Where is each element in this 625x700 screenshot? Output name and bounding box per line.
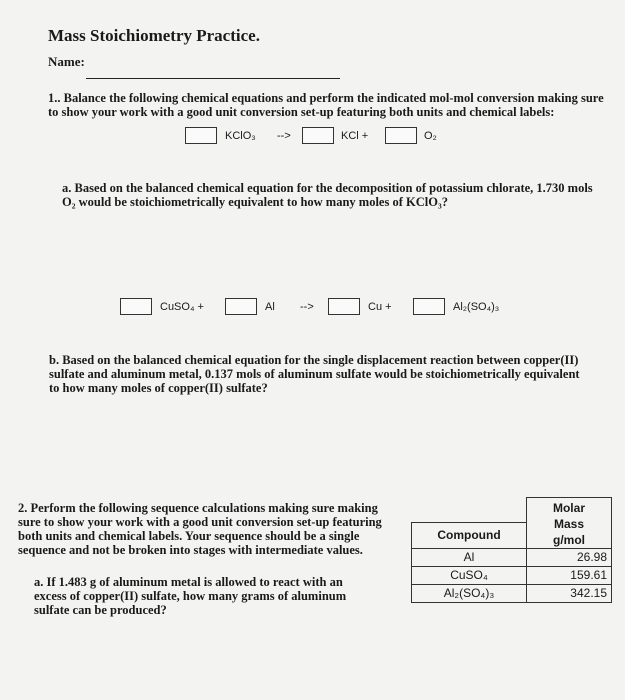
eq2-reactant1: CuSO₄ + <box>160 301 204 313</box>
eq2-coefficient-box-al2so43[interactable] <box>413 298 445 315</box>
eq2-product2: Al₂(SO₄)₃ <box>453 301 500 313</box>
name-input-line[interactable] <box>86 78 340 79</box>
compound-cell: Al <box>412 549 527 567</box>
q2-part-a-line2: excess of copper(II) sulfate, how many grams of aluminum <box>34 589 347 603</box>
q1-part-b-line3: to how many moles of copper(II) sulfate? <box>49 381 268 395</box>
page-title: Mass Stoichiometry Practice. <box>48 26 260 45</box>
name-label: Name: <box>48 54 85 69</box>
eq2-coefficient-box-al[interactable] <box>225 298 257 315</box>
molar-mass-cell: 26.98 <box>527 549 612 567</box>
eq1-reactant: KClO₃ <box>225 130 256 142</box>
eq2-coefficient-box-cu[interactable] <box>328 298 360 315</box>
compound-cell: CuSO₄ <box>412 567 527 585</box>
table-row <box>412 549 612 567</box>
q1-part-a-line1: a. Based on the balanced chemical equation for the decomposition of potassium chlorate, 1.730 mols <box>62 181 593 195</box>
q2-part-a-line1: a. If 1.483 g of aluminum metal is allowed to react with an <box>34 575 343 589</box>
molar-mass-header <box>527 498 612 549</box>
molar-mass-header-line3: g/mol <box>553 533 585 547</box>
q2-part-a-line3: sulfate can be produced? <box>34 603 167 617</box>
q1-instruction-line1: 1.. Balance the following chemical equations and perform the indicated mol-mol conversion making sure <box>48 91 604 105</box>
molar-mass-header-line1: Molar <box>552 501 585 515</box>
q1-instruction-line2: to show your work with a good unit conversion set-up featuring both units and chemical labels: <box>48 105 555 119</box>
eq1-coefficient-box-o2[interactable] <box>385 127 417 144</box>
compound-cell: Al₂(SO₄)₃ <box>412 585 527 603</box>
eq1-coefficient-box-kcl[interactable] <box>302 127 334 144</box>
table-row <box>412 567 612 585</box>
eq2-reactant2: Al <box>265 301 275 313</box>
molar-mass-table <box>411 497 612 603</box>
eq1-product2: O₂ <box>424 130 437 142</box>
q2-line1: 2. Perform the following sequence calculations making sure making <box>18 501 378 515</box>
eq2-arrow: --> <box>300 301 314 313</box>
eq1-arrow: --> <box>277 130 291 142</box>
eq2-coefficient-box-cuso4[interactable] <box>120 298 152 315</box>
table-row <box>412 585 612 603</box>
q1-part-b-line2: sulfate and aluminum metal, 0.137 mols of aluminum sulfate would be stoichiometrically equivalent <box>49 367 580 381</box>
eq1-coefficient-box-kclo3[interactable] <box>185 127 217 144</box>
q1-part-b-line1: b. Based on the balanced chemical equation for the single displacement reaction between copper(II) <box>49 353 579 367</box>
q2-line4: sequence and not be broken into stages with intermediate values. <box>18 543 363 557</box>
compound-header: Compound <box>412 523 527 549</box>
eq2-product1: Cu + <box>368 301 392 313</box>
q2-line2: sure to show your work with a good unit conversion set-up featuring <box>18 515 382 529</box>
molar-mass-cell: 342.15 <box>527 585 612 603</box>
molar-mass-cell: 159.61 <box>527 567 612 585</box>
molar-mass-header-line2: Mass <box>553 517 585 531</box>
q1-part-a-line2: O₂ would be stoichiometrically equivalent to how many moles of KClO₃? <box>62 195 448 209</box>
q2-line3: both units and chemical labels. Your sequence should be a single <box>18 529 360 543</box>
eq1-product1: KCl + <box>341 130 369 142</box>
